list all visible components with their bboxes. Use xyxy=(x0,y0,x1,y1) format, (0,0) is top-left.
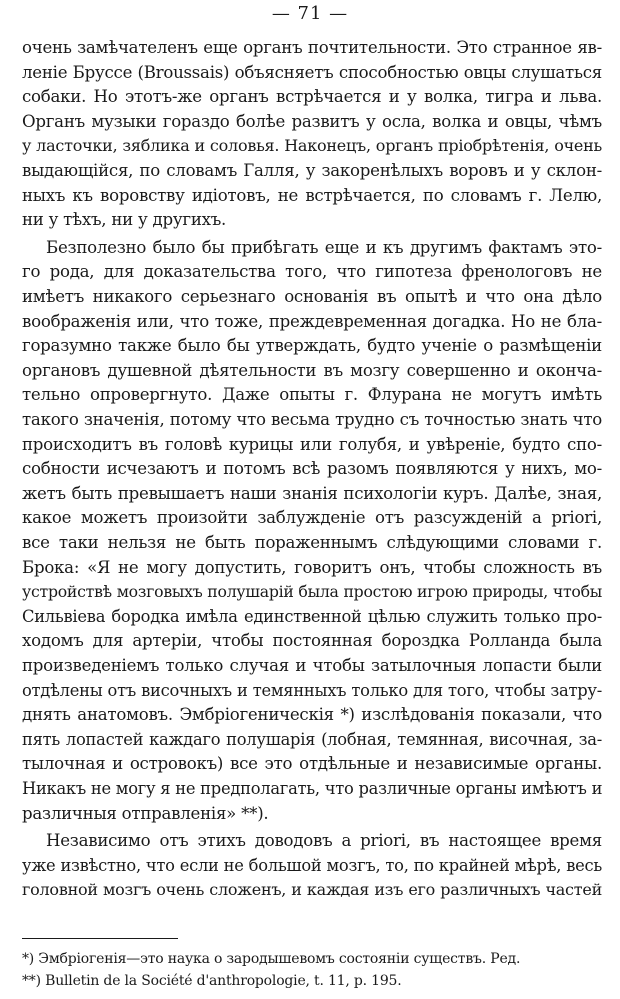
text-line: очень замѣчателенъ еще органъ почтительности. Это странное яв- xyxy=(22,38,602,57)
text-line: ныхъ къ воровству идіотовъ, не встрѣчается, по словамъ г. Лелю, xyxy=(22,186,602,205)
text-line: леніе Бруссе (Broussais) объясняетъ способностью овцы слушаться xyxy=(22,63,602,82)
page-number: — 71 — xyxy=(271,3,349,24)
text-line: Сильвіева бородка имѣла единственной цѣлью служить только про- xyxy=(22,607,602,626)
text-line: ни у тѣхъ, ни у другихъ. xyxy=(22,210,227,229)
text-line: устройствѣ мозговыхъ полушарій была простою игрою природы, чтобы xyxy=(22,582,602,601)
text-line: Органъ музыки гораздо болѣе развитъ у осла, волка и овцы, чѣмъ xyxy=(22,112,602,131)
footnote-2: **) Bulletin de la Société d'anthropologie, t. 11, p. 195. xyxy=(22,973,402,989)
text-line: собаки. Но этотъ-же органъ встрѣчается и у волка, тигра и льва. xyxy=(22,87,602,106)
text-line: происходитъ въ головѣ курицы или голубя, и увѣреніе, будто спо- xyxy=(22,435,602,454)
text-line: различныя отправленія» **). xyxy=(22,804,269,823)
footnote-rule xyxy=(22,938,178,939)
text-line: жетъ быть превышаетъ наши знанія психологіи куръ. Далѣе, зная, xyxy=(22,484,602,503)
text-line: такого значенія, потому что весьма трудно съ точностью знать что xyxy=(22,410,602,429)
text-line: тельно опровергнуто. Даже опыты г. Флурана не могутъ имѣть xyxy=(22,385,602,404)
text-line: ходомъ для артеріи, чтобы постоянная бороздка Ролланда была xyxy=(22,631,602,650)
text-line: Брока: «Я не могу допустить, говоритъ онъ, чтобы сложность въ xyxy=(22,558,602,577)
text-line: выдающійся, по словамъ Галля, у закоренѣлыхъ воровъ и у склон- xyxy=(22,161,602,180)
text-line: го рода, для доказательства того, что гипотеза френологовъ не xyxy=(22,262,602,281)
text-line: Никакъ не могу я не предполагать, что различные органы имѣютъ и xyxy=(22,779,602,798)
text-line: органовъ душевной дѣятельности въ мозгу совершенно и оконча- xyxy=(22,361,602,380)
text-line: днять анатомовъ. Эмбріогеническія *) изслѣдованія показали, что xyxy=(22,705,602,724)
text-line: горазумно также было бы утверждать, будто ученіе о размѣщеніи xyxy=(22,336,602,355)
text-line: Независимо отъ этихъ доводовъ a priori, въ настоящее время xyxy=(46,831,602,850)
text-line: имѣетъ никакого серьезнаго основанія въ опытѣ и что она дѣло xyxy=(22,287,602,306)
text-line: произведеніемъ только случая и чтобы затылочныя лопасти были xyxy=(22,656,602,675)
footnote-1: *) Эмбріогенія—это наука о зародышевомъ состояніи существъ. Ред. xyxy=(22,951,521,967)
text-line: тылочная и островокъ) все это отдѣльные и независимые органы. xyxy=(22,754,602,773)
text-line: уже извѣстно, что если не большой мозгъ, то, по крайней мѣрѣ, весь xyxy=(22,856,602,875)
text-line: воображенія или, что тоже, преждевременная догадка. Но не бла- xyxy=(22,312,602,331)
text-line: у ласточки, зяблика и соловья. Наконецъ, органъ пріобрѣтенія, очень xyxy=(22,136,602,155)
text-line: отдѣлены отъ височныхъ и темянныхъ только для того, чтобы затру- xyxy=(22,681,602,700)
text-line: пять лопастей каждаго полушарія (лобная, темянная, височная, за- xyxy=(22,730,602,749)
text-line: головной мозгъ очень сложенъ, и каждая изъ его различныхъ частей xyxy=(22,880,602,899)
text-line: собности исчезаютъ и потомъ всѣ разомъ появляются у нихъ, мо- xyxy=(22,459,602,478)
text-line: Безполезно было бы прибѣгать еще и къ другимъ фактамъ это- xyxy=(46,238,602,257)
text-line: все таки нельзя не быть пораженнымъ слѣдующими словами г. xyxy=(22,533,602,552)
text-line: какое можетъ произойти заблужденіе отъ разсужденій a priori, xyxy=(22,508,602,527)
